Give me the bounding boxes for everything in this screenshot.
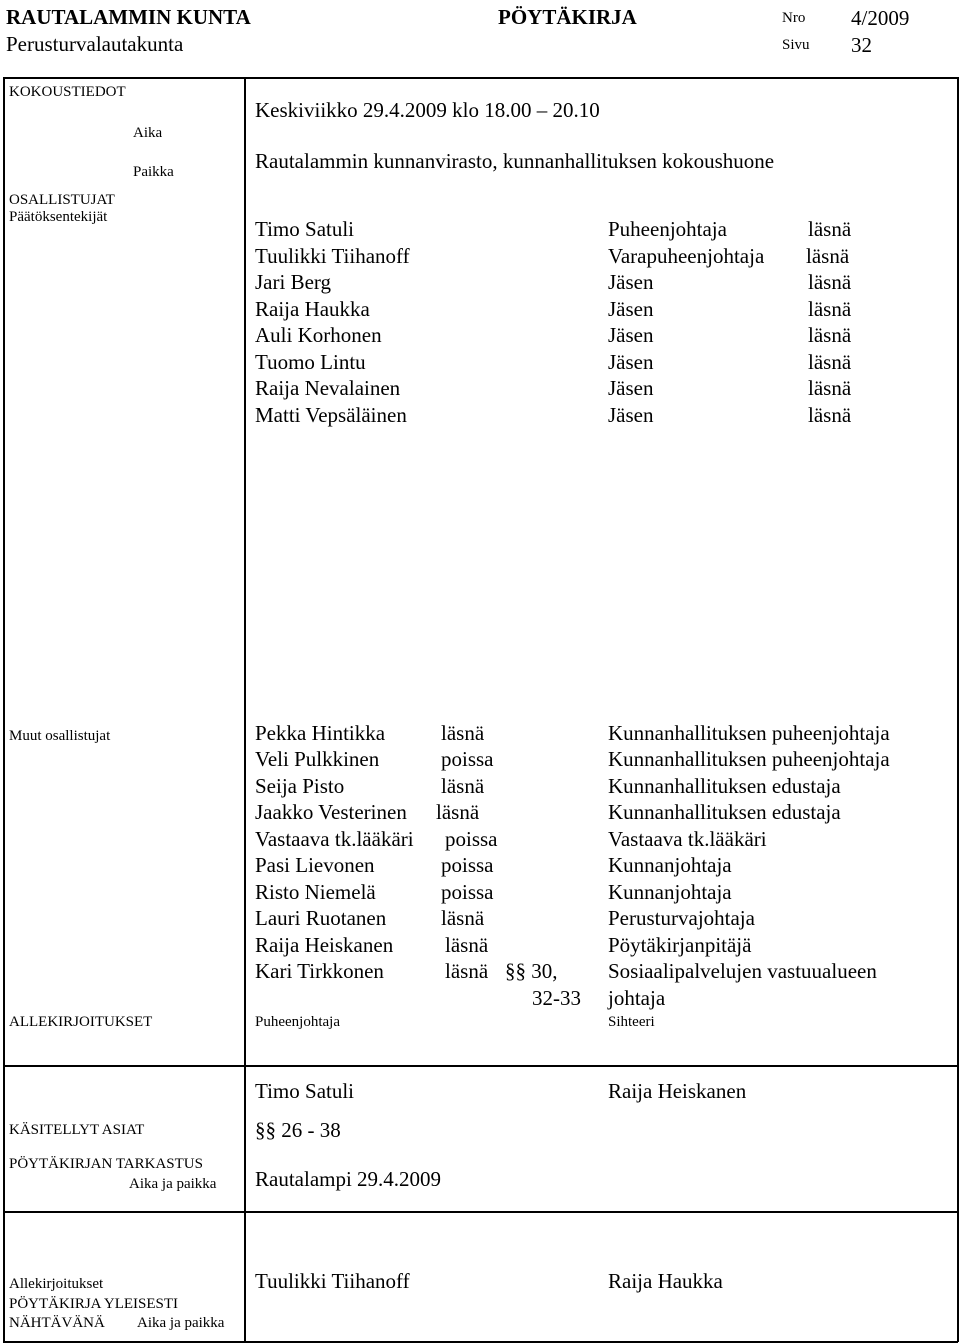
member-status: läsnä: [808, 403, 852, 427]
participant-role: Kunnanhallituksen puheenjohtaja: [608, 721, 890, 745]
public-view-label-cont: NÄHTÄVÄNÄ: [9, 1315, 105, 1331]
review-value: Rautalampi 29.4.2009: [255, 1167, 442, 1191]
participant-status: poissa: [441, 880, 494, 904]
place-label: Paikka: [133, 164, 174, 180]
participant-name: Veli Pulkkinen: [255, 747, 380, 771]
participant-status: läsnä: [445, 933, 489, 957]
member-role: Jäsen: [608, 376, 654, 400]
participant-name: Raija Heiskanen: [255, 933, 394, 957]
participant-sections-cont: 32-33: [532, 986, 581, 1010]
participant-role: Kunnanjohtaja: [608, 880, 732, 904]
divider-review: [3, 1211, 958, 1213]
participant-status: läsnä: [441, 906, 485, 930]
participant-name: Pasi Lievonen: [255, 853, 375, 877]
secretary-label: Sihteeri: [608, 1014, 655, 1030]
decision-makers-label: Päätöksentekijät: [9, 209, 108, 225]
municipality-name: RAUTALAMMIN KUNTA: [6, 5, 251, 29]
column-divider: [244, 77, 246, 1342]
handled-items-label: KÄSITELLYT ASIAT: [9, 1122, 145, 1138]
document-type: PÖYTÄKIRJA: [498, 5, 637, 29]
member-name: Timo Satuli: [255, 217, 355, 241]
participant-status: poissa: [441, 747, 494, 771]
member-name: Tuulikki Tiihanoff: [255, 244, 410, 268]
table-right-border: [957, 77, 959, 1342]
time-label: Aika: [133, 125, 163, 141]
signatures-section-label: ALLEKIRJOITUKSET: [9, 1014, 153, 1030]
board-name: Perusturvalautakunta: [6, 32, 184, 56]
member-status: läsnä: [808, 323, 852, 347]
member-role: Puheenjohtaja: [608, 217, 727, 241]
table-bottom-border: [3, 1341, 958, 1343]
participant-role: Kunnanhallituksen edustaja: [608, 800, 841, 824]
review-label: PÖYTÄKIRJAN TARKASTUS: [9, 1156, 203, 1172]
participant-status: läsnä: [441, 721, 485, 745]
member-role: Jäsen: [608, 270, 654, 294]
meeting-section-label: KOKOUSTIEDOT: [9, 84, 126, 100]
member-status: läsnä: [808, 270, 852, 294]
member-status: läsnä: [808, 376, 852, 400]
participant-status: poissa: [441, 853, 494, 877]
handled-items-value: §§ 26 - 38: [255, 1118, 341, 1142]
member-role: Jäsen: [608, 350, 654, 374]
participant-name: Kari Tirkkonen: [255, 959, 384, 983]
participant-role: Pöytäkirjanpitäjä: [608, 933, 752, 957]
participant-name: Lauri Ruotanen: [255, 906, 387, 930]
participant-name: Seija Pisto: [255, 774, 345, 798]
sivu-label: Sivu: [782, 37, 810, 53]
member-status: läsnä: [808, 217, 852, 241]
member-name: Matti Vepsäläinen: [255, 403, 407, 427]
public-view-label: PÖYTÄKIRJA YLEISESTI: [9, 1296, 179, 1312]
table-top-border: [3, 77, 958, 79]
review-signatures-label: Allekirjoitukset: [9, 1276, 104, 1292]
public-view-time-place-label: Aika ja paikka: [137, 1315, 225, 1331]
table-left-border: [3, 77, 5, 1342]
member-name: Auli Korhonen: [255, 323, 382, 347]
review-time-place-label: Aika ja paikka: [129, 1176, 217, 1192]
participant-role: Vastaava tk.lääkäri: [608, 827, 767, 851]
participant-role: Perusturvajohtaja: [608, 906, 755, 930]
participant-name: Vastaava tk.lääkäri: [255, 827, 414, 851]
participant-status: läsnä: [441, 774, 485, 798]
participant-role: Kunnanhallituksen edustaja: [608, 774, 841, 798]
participant-role: Kunnanhallituksen puheenjohtaja: [608, 747, 890, 771]
member-name: Jari Berg: [255, 270, 332, 294]
sivu-value: 32: [851, 33, 872, 57]
secretary-name: Raija Heiskanen: [608, 1079, 747, 1103]
chair-label: Puheenjohtaja: [255, 1014, 340, 1030]
member-role: Jäsen: [608, 297, 654, 321]
reviewer-1-name: Tuulikki Tiihanoff: [255, 1269, 410, 1293]
nro-label: Nro: [782, 10, 806, 26]
other-participants-label: Muut osallistujat: [9, 728, 111, 744]
participant-name: Risto Niemelä: [255, 880, 376, 904]
member-name: Raija Haukka: [255, 297, 370, 321]
nro-value: 4/2009: [851, 6, 910, 30]
member-status: läsnä: [808, 350, 852, 374]
participant-role-cont: johtaja: [608, 986, 666, 1010]
participant-name: Jaakko Vesterinen: [255, 800, 407, 824]
participant-name: Pekka Hintikka: [255, 721, 386, 745]
member-name: Tuomo Lintu: [255, 350, 366, 374]
time-value: Keskiviikko 29.4.2009 klo 18.00 – 20.10: [255, 98, 600, 122]
participants-section-label: OSALLISTUJAT: [9, 192, 115, 208]
chair-name: Timo Satuli: [255, 1079, 355, 1103]
member-status: läsnä: [808, 297, 852, 321]
participant-role: Kunnanjohtaja: [608, 853, 732, 877]
divider-signatures: [3, 1065, 958, 1067]
member-name: Raija Nevalainen: [255, 376, 401, 400]
reviewer-2-name: Raija Haukka: [608, 1269, 723, 1293]
place-value: Rautalammin kunnanvirasto, kunnanhallituksen kokoushuone: [255, 149, 775, 173]
participant-status: läsnä: [445, 959, 489, 983]
participant-status: poissa: [445, 827, 498, 851]
member-role: Jäsen: [608, 323, 654, 347]
participant-sections: §§ 30,: [505, 959, 558, 983]
member-role: Jäsen: [608, 403, 654, 427]
participant-role: Sosiaalipalvelujen vastuualueen: [608, 959, 877, 983]
member-status: läsnä: [806, 244, 850, 268]
member-role: Varapuheenjohtaja: [608, 244, 765, 268]
participant-status: läsnä: [436, 800, 480, 824]
